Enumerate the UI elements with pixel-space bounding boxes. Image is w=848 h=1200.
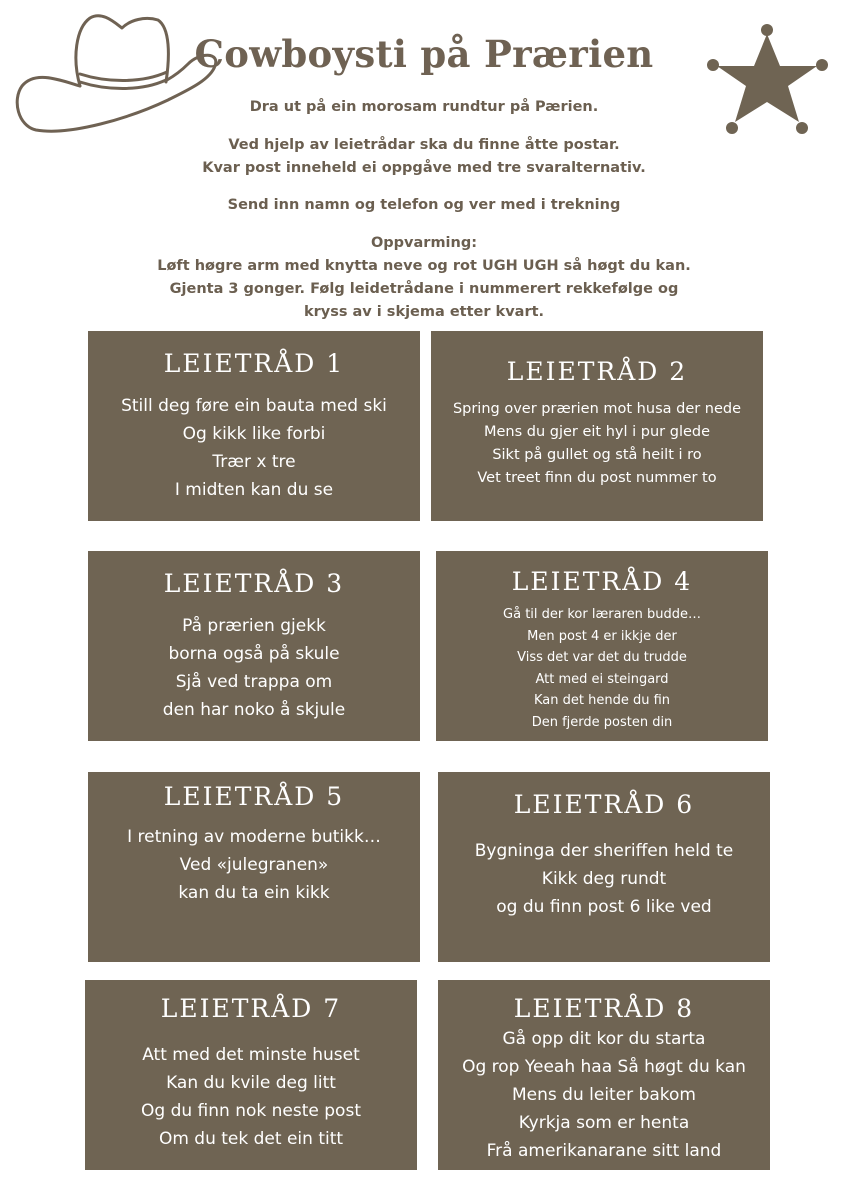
clue-line: Kan det hende du fin <box>533 693 671 708</box>
clue-line: Spring over prærien mot husa der nede <box>452 401 742 417</box>
clue-line: Att med ei steingard <box>535 671 669 687</box>
intro-line: Ved hjelp av leietrådar ska du finne åtte postar. <box>228 137 620 153</box>
clue-line: Viss det var det du trudde <box>517 650 687 665</box>
clue-line: og du finn post 6 like ved <box>496 897 712 917</box>
clue-title: LEIETRÅD 4 <box>511 567 693 596</box>
clue-title: LEIETRÅD 2 <box>506 357 688 386</box>
clue-line: Mens du leiter bakom <box>512 1085 696 1105</box>
clue-line: Sjå ved trappa om <box>175 672 333 692</box>
clue-line: Den fjerde posten din <box>531 714 673 730</box>
clue-card-4 <box>436 551 768 741</box>
clue-card-8 <box>438 980 770 1170</box>
warmup-line: kryss av i skjema etter kvart. <box>303 304 545 320</box>
clue-line: Bygninga der sheriffen held te <box>474 841 734 861</box>
clue-line: kan du ta ein kikk <box>178 883 330 903</box>
clue-title: LEIETRÅD 8 <box>513 994 695 1023</box>
clue-title: LEIETRÅD 5 <box>163 782 345 811</box>
clue-line: Mens du gjer eit hyl i pur glede <box>483 424 711 440</box>
clue-card-2 <box>431 331 763 521</box>
clue-line: borna også på skule <box>168 644 340 664</box>
intro-instructions <box>0 134 848 180</box>
clue-line: Sikt på gullet og stå heilt i ro <box>492 447 702 463</box>
clue-line: den har noko å skjule <box>162 700 346 720</box>
warmup-line: Gjenta 3 gonger. Følg leidetrådane i nummerert rekkefølge og <box>169 281 679 297</box>
clue-line: Og kikk like forbi <box>182 424 326 444</box>
warmup-line: Løft høgre arm med knytta neve og rot UGH UGH så høgt du kan. <box>157 258 691 274</box>
clue-line: Kan du kvile deg litt <box>166 1073 336 1093</box>
clue-line: Kikk deg rundt <box>541 869 667 889</box>
clue-card-7 <box>85 980 417 1170</box>
clue-line: Gå til der kor læraren budde… <box>503 607 701 622</box>
clue-line: Ved «julegranen» <box>179 855 329 875</box>
clue-line: Att med det minste huset <box>142 1045 360 1065</box>
clue-line: I retning av moderne butikk… <box>127 827 381 847</box>
warmup-text <box>0 232 848 324</box>
clue-line: Og du finn nok neste post <box>141 1101 361 1121</box>
clue-card-5 <box>88 772 420 962</box>
clue-line: Gå opp dit kor du starta <box>502 1029 706 1049</box>
clue-line: Trær x tre <box>212 452 296 472</box>
clue-title: LEIETRÅD 6 <box>513 790 695 819</box>
clue-card-6 <box>438 772 770 962</box>
clue-title: LEIETRÅD 1 <box>163 349 345 378</box>
clue-card-1 <box>88 331 420 521</box>
clue-line: Kyrkja som er henta <box>518 1113 690 1133</box>
clue-line: Om du tek det ein titt <box>158 1129 344 1149</box>
clue-title: LEIETRÅD 3 <box>163 569 345 598</box>
clue-line: Men post 4 er ikkje der <box>527 628 677 644</box>
clue-line: Frå amerikanarane sitt land <box>486 1141 722 1161</box>
page-title: Cowboysti på Prærien <box>194 32 654 76</box>
clue-line: Still deg føre ein bauta med ski <box>121 396 387 416</box>
clue-card-3 <box>88 551 420 741</box>
clue-title: LEIETRÅD 7 <box>160 994 342 1023</box>
clue-line: I midten kan du se <box>174 480 334 500</box>
clue-line: Vet treet finn du post nummer to <box>477 470 717 486</box>
clue-line: På prærien gjekk <box>182 616 326 636</box>
warmup-heading: Oppvarming: <box>370 235 478 251</box>
intro-text: Dra ut på ein morosam rundtur på Pærien. <box>249 99 599 115</box>
intro-prize: Send inn namn og telefon og ver med i trekning <box>227 197 621 213</box>
clue-line: Og rop Yeeah haa Så høgt du kan <box>462 1057 746 1077</box>
intro-line: Kvar post inneheld ei oppgåve med tre svaralternativ. <box>202 160 646 176</box>
